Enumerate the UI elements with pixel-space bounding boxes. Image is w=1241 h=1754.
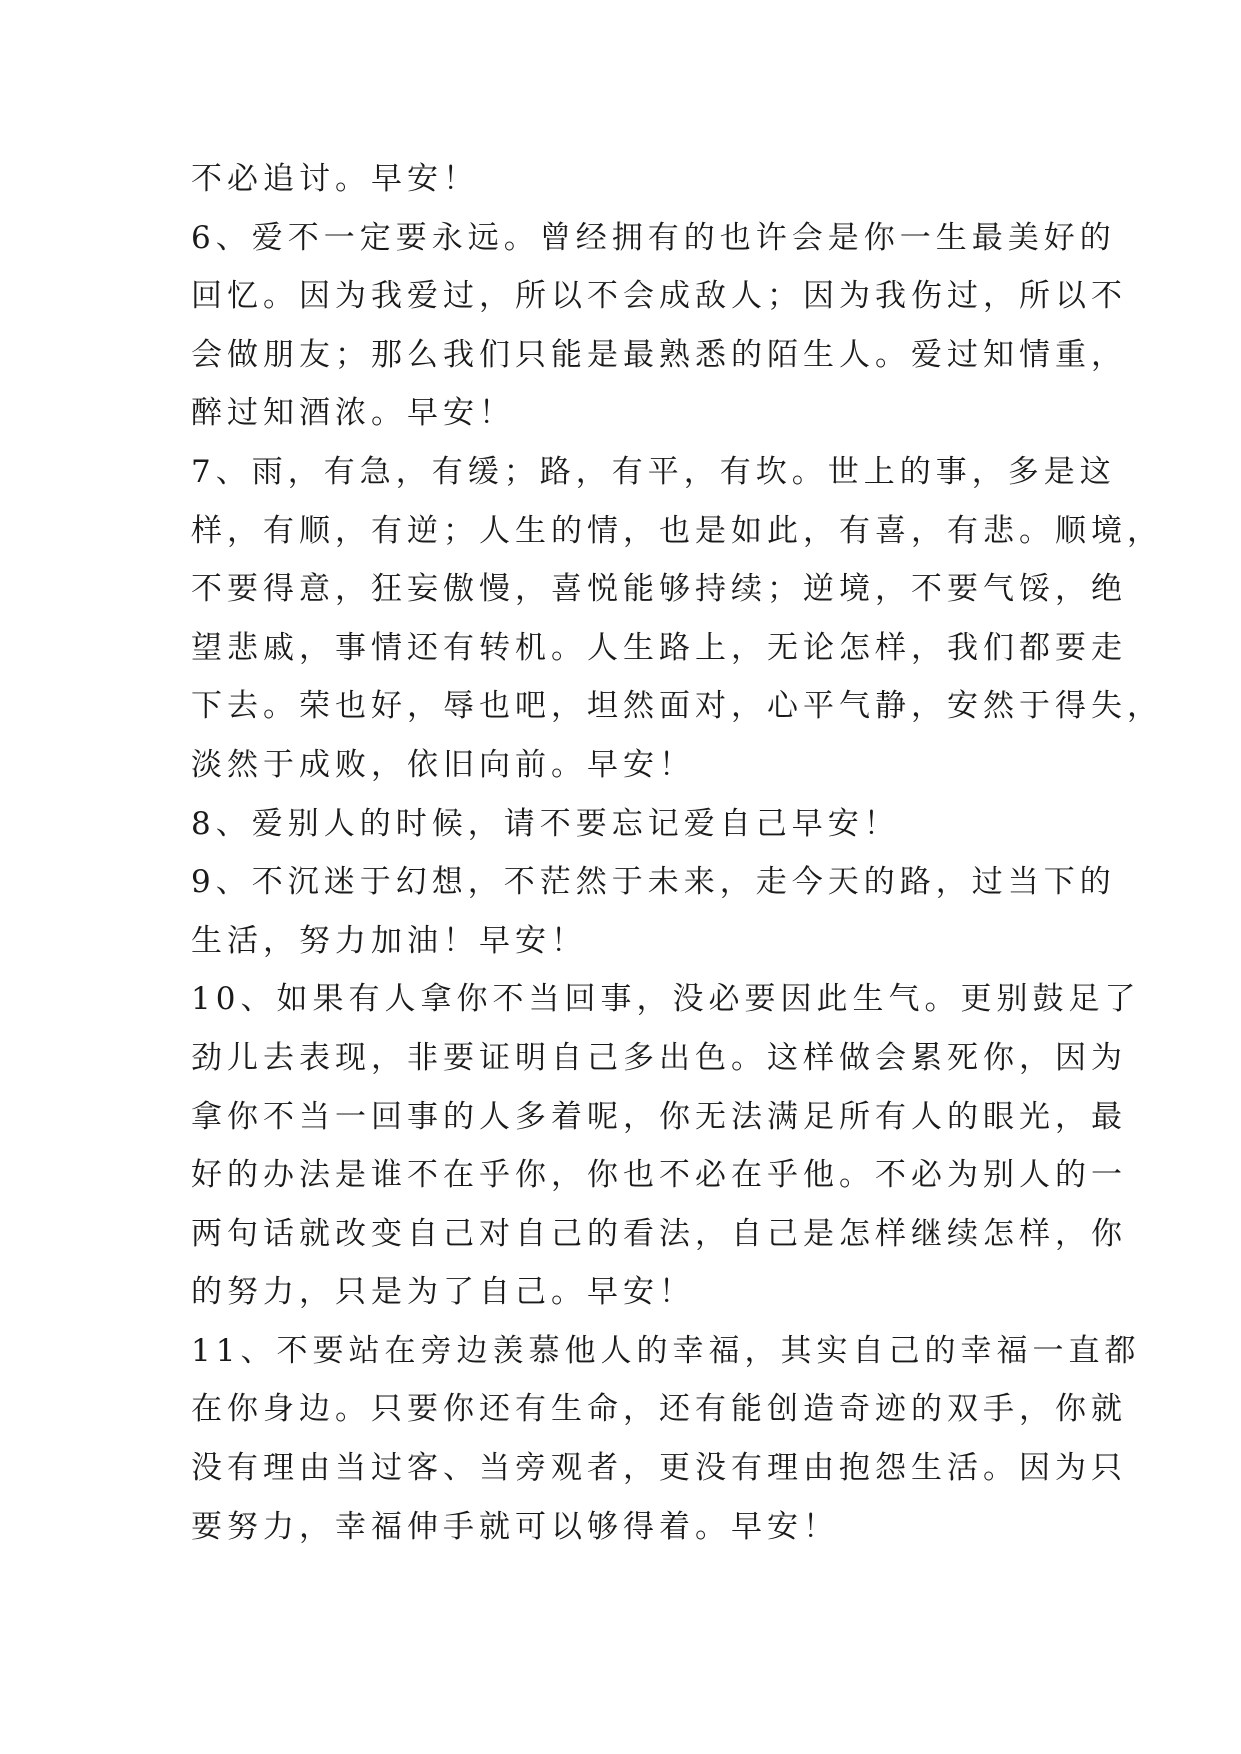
text-line: 劲儿去表现，非要证明自己多出色。这样做会累死你，因为 — [191, 1039, 1127, 1076]
text-line: 没有理由当过客、当旁观者，更没有理由抱怨生活。因为只 — [191, 1450, 1127, 1487]
text-line: 不必追讨。早安！ — [191, 161, 479, 197]
text-line: 下去。荣也好，辱也吧，坦然面对，心平气静，安然于得失， — [191, 688, 1163, 725]
text-line: 10、如果有人拿你不当回事，没必要因此生气。更别鼓足了 — [191, 981, 1141, 1018]
text-line: 两句话就改变自己对自己的看法，自己是怎样继续怎样，你 — [191, 1215, 1127, 1252]
text-line: 会做朋友；那么我们只能是最熟悉的陌生人。爱过知情重， — [191, 336, 1127, 373]
document-body — [191, 150, 1163, 1556]
text-line: 望悲戚，事情还有转机。人生路上，无论怎样，我们都要走 — [191, 629, 1127, 666]
text-line: 样，有顺，有逆；人生的情，也是如此，有喜，有悲。顺境， — [191, 512, 1163, 549]
text-line: 回忆。因为我爱过，所以不会成敌人；因为我伤过，所以不 — [191, 278, 1127, 315]
text-line: 7、雨，有急，有缓；路，有平，有坎。世上的事，多是这 — [191, 453, 1116, 490]
text-line: 生活，努力加油！早安！ — [191, 922, 587, 959]
text-line: 拿你不当一回事的人多着呢，你无法满足所有人的眼光，最 — [191, 1098, 1127, 1135]
text-line: 要努力，幸福伸手就可以够得着。早安！ — [191, 1508, 839, 1545]
text-line: 不要得意，狂妄傲慢，喜悦能够持续；逆境，不要气馁，绝 — [191, 571, 1127, 608]
text-line: 的努力，只是为了自己。早安！ — [191, 1274, 695, 1311]
text-line: 淡然于成败，依旧向前。早安！ — [191, 746, 695, 783]
text-line: 8、爱别人的时候，请不要忘记爱自己早安！ — [191, 805, 900, 842]
text-line: 11、不要站在旁边羡慕他人的幸福，其实自己的幸福一直都 — [191, 1332, 1141, 1369]
text-line: 醉过知酒浓。早安！ — [191, 395, 515, 432]
text-line: 6、爱不一定要永远。曾经拥有的也许会是你一生最美好的 — [191, 219, 1116, 256]
text-line: 在你身边。只要你还有生命，还有能创造奇迹的双手，你就 — [191, 1391, 1127, 1428]
text-line: 好的办法是谁不在乎你，你也不必在乎他。不必为别人的一 — [191, 1157, 1127, 1194]
text-line: 9、不沉迷于幻想，不茫然于未来，走今天的路，过当下的 — [191, 864, 1116, 901]
